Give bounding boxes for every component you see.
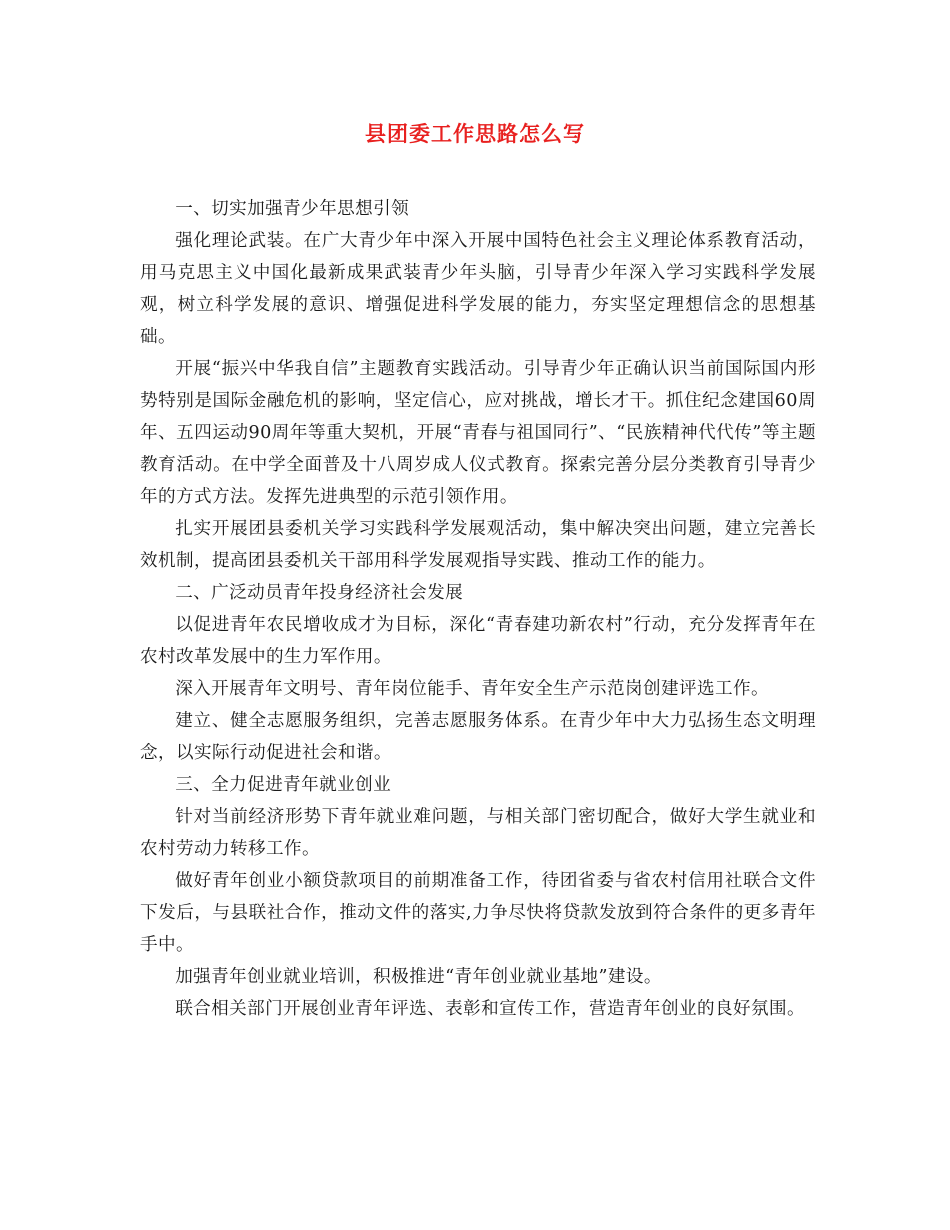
paragraph: 强化理论武装。在广大青少年中深入开展中国特色社会主义理论体系教育活动，用马克思主义中国化最新成果武装青少年头脑，引导青少年深入学习实践科学发展观，树立科学发展的意识、增强促进科学发展的能力，夯实坚定理想信念的思想基础。 xyxy=(140,231,816,347)
document-body xyxy=(140,193,816,1025)
section-heading-3: 三、全力促进青年就业创业 xyxy=(175,775,392,795)
paragraph: 深入开展青年文明号、青年岗位能手、青年安全生产示范岗创建评选工作。 xyxy=(175,679,769,699)
section-heading-2: 二、广泛动员青年投身经济社会发展 xyxy=(175,583,464,603)
paragraph: 以促进青年农民增收成才为目标，深化“青春建功新农村”行动，充分发挥青年在农村改革发展中的生力军作用。 xyxy=(140,615,816,667)
paragraph: 联合相关部门开展创业青年评选、表彰和宣传工作，营造青年创业的良好氛围。 xyxy=(175,999,805,1019)
paragraph: 做好青年创业小额贷款项目的前期准备工作，待团省委与省农村信用社联合文件下发后，与县联社合作，推动文件的落实,力争尽快将贷款发放到符合条件的更多青年手中。 xyxy=(140,871,816,955)
paragraph: 针对当前经济形势下青年就业难问题，与相关部门密切配合，做好大学生就业和农村劳动力转移工作。 xyxy=(140,807,816,859)
paragraph: 扎实开展团县委机关学习实践科学发展观活动，集中解决突出问题，建立完善长效机制，提高团县委机关干部用科学发展观指导实践、推动工作的能力。 xyxy=(140,519,816,571)
paragraph: 加强青年创业就业培训，积极推进“青年创业就业基地”建设。 xyxy=(175,967,662,987)
paragraph: 建立、健全志愿服务组织，完善志愿服务体系。在青少年中大力弘扬生态文明理念，以实际行动促进社会和谐。 xyxy=(140,711,816,763)
paragraph: 开展“振兴中华我自信”主题教育实践活动。引导青少年正确认识当前国际国内形势特别是国际金融危机的影响，坚定信心，应对挑战，增长才干。抓住纪念建国60周年、五四运动90周年等重大契机，开展“青春与祖国同行”、“民族精神代代传”等主题教育活动。在中学全面普及十八周岁成人仪式教育。探索完善分层分类教育引导青少年的方式方法。发挥先进典型的示范引领作用。 xyxy=(140,359,816,507)
document-title: 县团委工作思路怎么写 xyxy=(365,121,585,146)
section-heading-1: 一、切实加强青少年思想引领 xyxy=(175,199,410,219)
